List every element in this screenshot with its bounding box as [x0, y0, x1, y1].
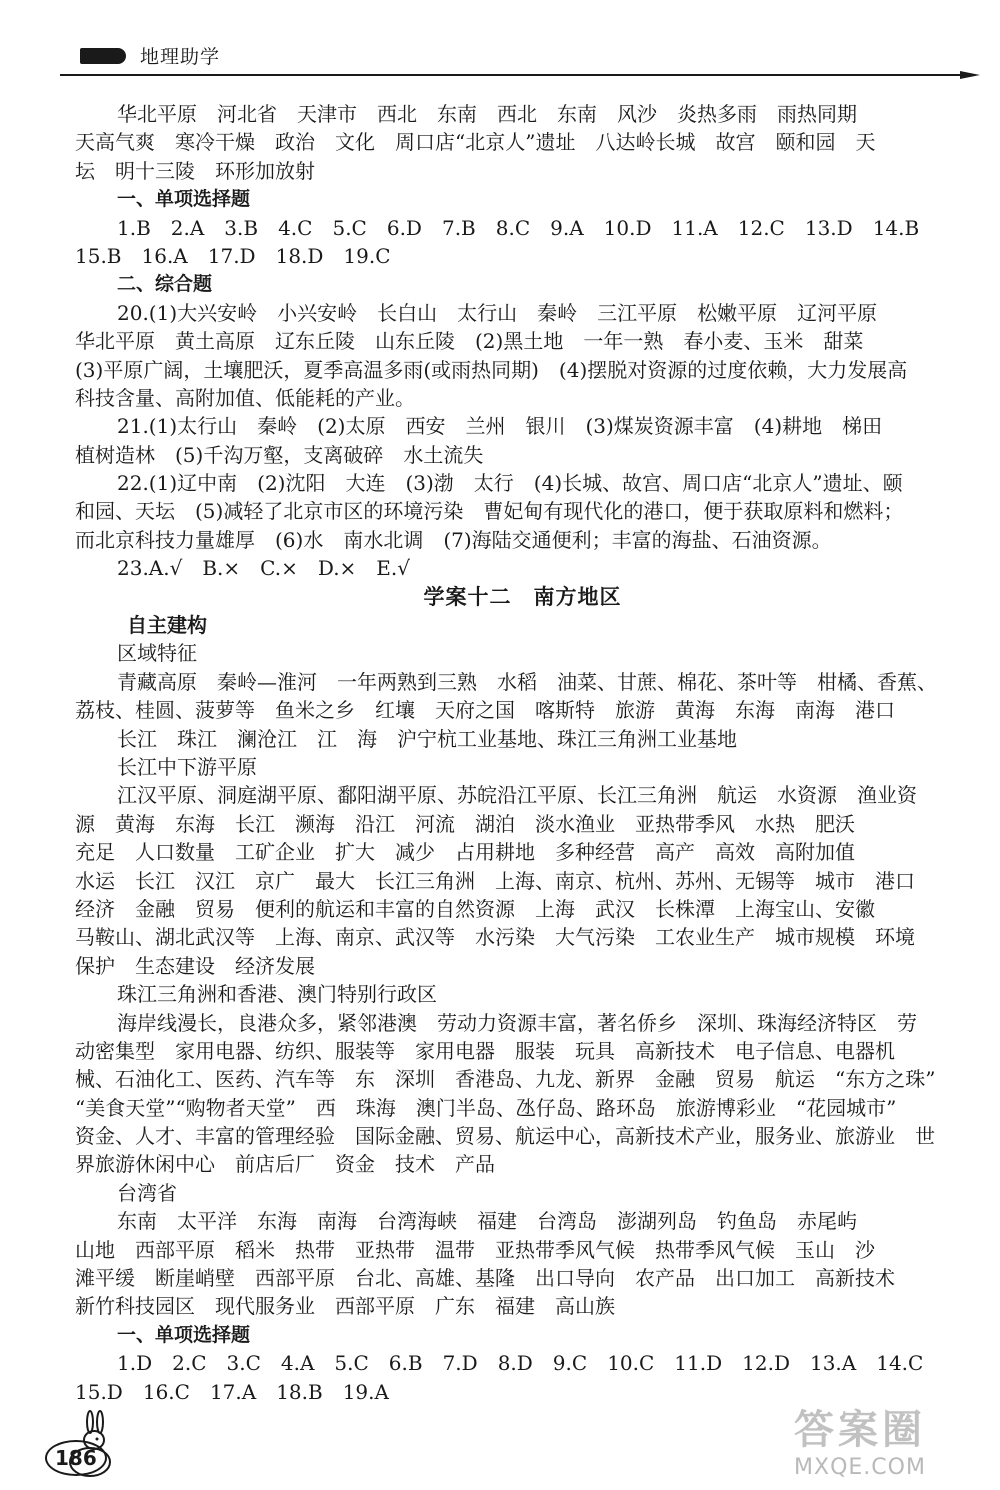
text-line: 而北京科技力量雄厚 (6)水 南水北调 (7)海陆交通便利；丰富的海盐、石油资源。 [75, 527, 832, 552]
text-line: 华北平原 河北省 天津市 西北 东南 西北 东南 风沙 炎热多雨 雨热同期 [117, 102, 857, 126]
text-line: 充足 人口数量 工矿企业 扩大 减少 占用耕地 多种经营 高产 高效 高附加值 [75, 840, 855, 865]
text-line: 长江中下游平原 [117, 754, 257, 779]
header-title: 地理助学 [140, 46, 221, 68]
text-line: 植树造林 (5)千沟万壑，支离破碎 水土流失 [75, 442, 484, 467]
text-line: 马鞍山、湖北武汉等 上海、南京、武汉等 水污染 大气污染 工农业生产 城市规模 环境 [75, 925, 915, 950]
text-line: 动密集型 家用电器、纺织、服装等 家用电器 服装 玩具 高新技术 电子信息、电器机 [75, 1038, 895, 1063]
text-line: 1.B 2.A 3.B 4.C 5.C 6.D 7.B 8.C 9.A 10.D 11.A 12.C 13.D 14.B [117, 215, 920, 240]
header-rule-arrow-icon [960, 71, 980, 79]
text-line: 15.D 16.C 17.A 18.B 19.A [75, 1379, 389, 1404]
text-line: 区域特征 [117, 641, 197, 666]
text-line: 天高气爽 寒冷干燥 政治 文化 周口店“北京人”遗址 八达岭长城 故宫 颐和园 天 [75, 130, 876, 155]
watermark-logo-text: 答案圈 [794, 1407, 926, 1453]
text-line: 海岸线漫长，良港众多，紧邻港澳 劳动力资源丰富，著名侨乡 深圳、珠海经济特区 劳 [117, 1010, 917, 1035]
text-line: 源 黄海 东海 长江 濒海 沿江 河流 湖泊 淡水渔业 亚热带季风 水热 肥沃 [75, 811, 855, 836]
page-number: 186 [45, 1440, 107, 1476]
text-line: 台湾省 [117, 1180, 177, 1205]
text-line: 科技含量、高附加值、低能耗的产业。 [75, 385, 415, 410]
text-line: 自主建构 [127, 613, 207, 638]
header-mark-icon [80, 48, 126, 64]
text-line: 滩平缓 断崖峭壁 西部平原 台北、高雄、基隆 出口导向 农产品 出口加工 高新技术 [75, 1266, 895, 1291]
text-line: 学案十二 南方地区 [423, 584, 622, 609]
text-line: 21.(1)太行山 秦岭 (2)太原 西安 兰州 银川 (3)煤炭资源丰富 (4)耕地 梯田 [117, 414, 883, 439]
text-line: 荔枝、桂圆、菠萝等 鱼米之乡 红壤 天府之国 喀斯特 旅游 黄海 东海 南海 港口 [75, 698, 895, 723]
text-line: 坛 明十三陵 环形加放射 [75, 158, 315, 183]
text-line: “美食天堂”“购物者天堂” 西 珠海 澳门半岛、氹仔岛、路环岛 旅游博彩业 “花园城市” [75, 1095, 897, 1120]
text-line: 山地 西部平原 稻米 热带 亚热带 温带 亚热带季风气候 热带季风气候 玉山 沙 [75, 1237, 875, 1262]
text-line: 青藏高原 秦岭—淮河 一年两熟到三熟 水稻 油菜、甘蔗、棉花、茶叶等 柑橘、香蕉、 [117, 669, 937, 694]
text-line: 23.A.√ B.× C.× D.× E.√ [117, 556, 411, 581]
text-line: 15.B 16.A 17.D 18.D 19.C [75, 243, 391, 268]
text-line: 二、综合题 [117, 273, 213, 296]
text-line: 械、石油化工、医药、汽车等 东 深圳 香港岛、九龙、新界 金融 贸易 航运 “东方之珠” [75, 1067, 936, 1092]
text-line: 22.(1)辽中南 (2)沈阳 大连 (3)渤 太行 (4)长城、故宫、周口店“北京人”遗址、颐 [117, 471, 903, 496]
text-line: 新竹科技园区 现代服务业 西部平原 广东 福建 高山族 [75, 1294, 615, 1319]
answer-text-body [75, 100, 970, 1406]
text-line: 华北平原 黄土高原 辽东丘陵 山东丘陵 (2)黑土地 一年一熟 春小麦、玉米 甜菜 [75, 329, 864, 354]
text-line: 珠江三角洲和香港、澳门特别行政区 [117, 982, 437, 1007]
text-line: 保护 生态建设 经济发展 [75, 953, 315, 978]
text-line: 江汉平原、洞庭湖平原、鄱阳湖平原、苏皖沿江平原、长江三角洲 航运 水资源 渔业资 [117, 783, 917, 808]
watermark-url: MXQE.COM [794, 1455, 926, 1480]
text-line: 20.(1)大兴安岭 小兴安岭 长白山 太行山 秦岭 三江平原 松嫩平原 辽河平原 [117, 300, 878, 325]
text-line: 一、单项选择题 [117, 1323, 251, 1346]
text-line: 1.D 2.C 3.C 4.A 5.C 6.B 7.D 8.D 9.C 10.C 11.D 12.D 13.A 14.C [117, 1351, 924, 1376]
text-line: 东南 太平洋 东海 南海 台湾海峡 福建 台湾岛 澎湖列岛 钓鱼岛 赤尾屿 [117, 1209, 857, 1234]
text-line: 资金、人才、丰富的管理经验 国际金融、贸易、航运中心，高新技术产业，服务业、旅游业 世 [75, 1124, 935, 1149]
text-line: 和园、天坛 (5)减轻了北京市区的环境污染 曹妃甸有现代化的港口，便于获取原料和燃料； [75, 499, 904, 524]
text-line: 界旅游休闲中心 前店后厂 资金 技术 产品 [75, 1152, 495, 1177]
page-header [60, 40, 980, 80]
text-line: 经济 金融 贸易 便利的航运和丰富的自然资源 上海 武汉 长株潭 上海宝山、安徽 [75, 896, 875, 921]
text-line: 一、单项选择题 [117, 188, 251, 211]
header-rule [60, 74, 960, 76]
watermark [740, 1398, 980, 1478]
text-line: 水运 长江 汉江 京广 最大 长江三角洲 上海、南京、杭州、苏州、无锡等 城市 港口 [75, 868, 915, 893]
text-line: (3)平原广阔，土壤肥沃，夏季高温多雨(或雨热同期) (4)摆脱对资源的过度依赖，大力发展高 [75, 357, 908, 382]
text-line: 长江 珠江 澜沧江 江 海 沪宁杭工业基地、珠江三角洲工业基地 [117, 726, 737, 751]
